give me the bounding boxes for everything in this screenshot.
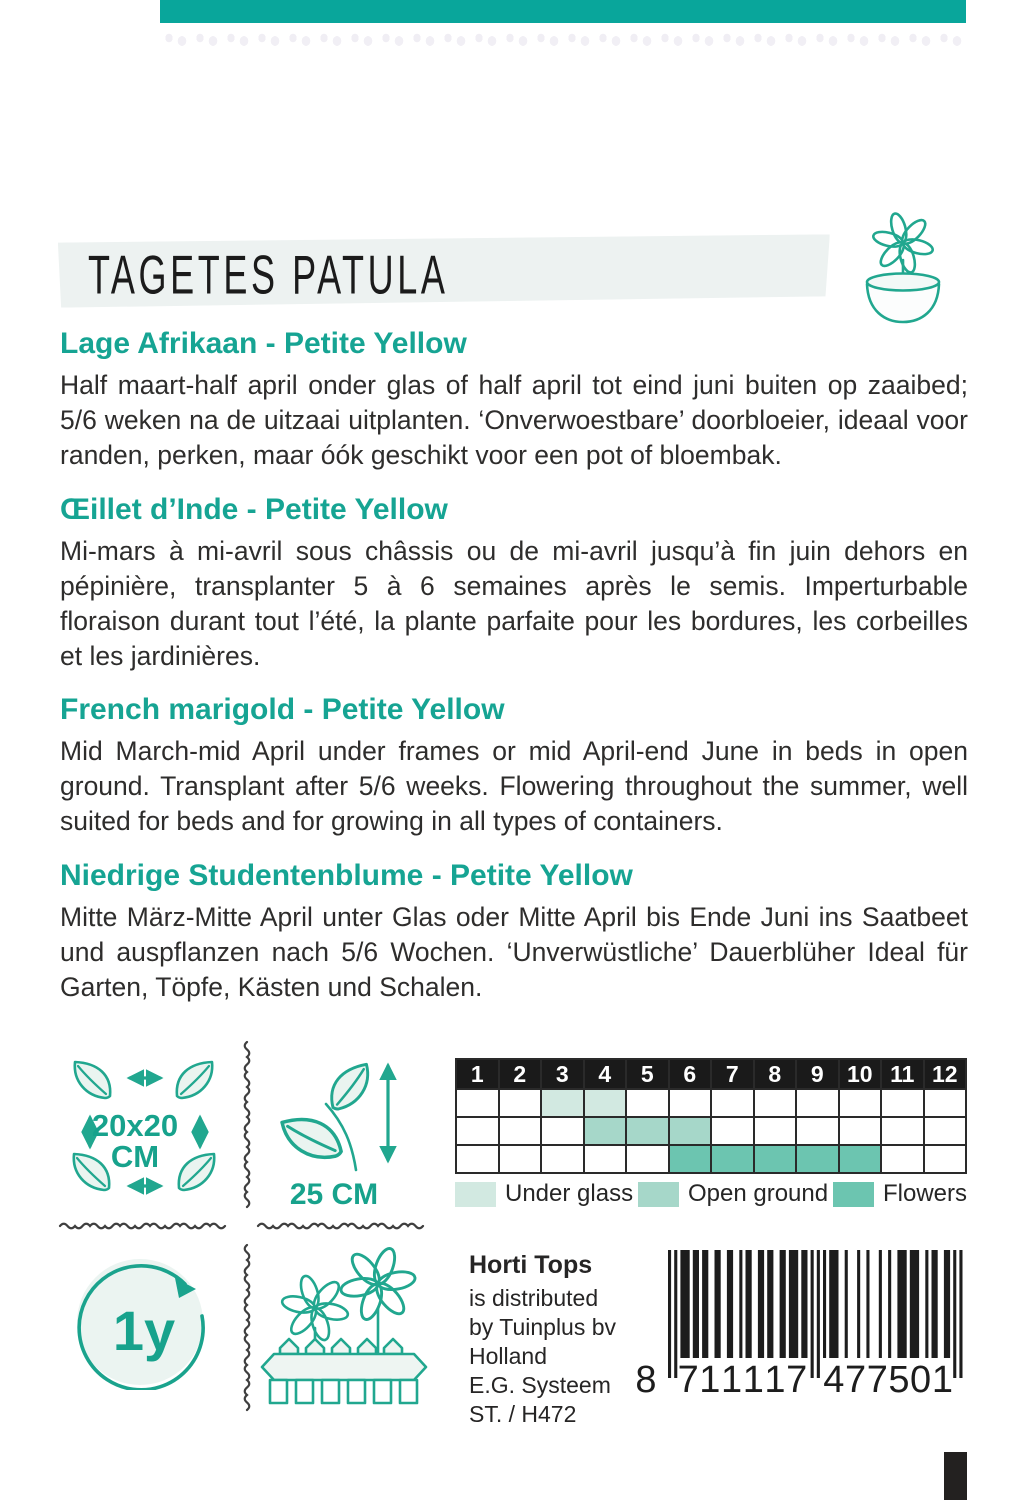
- plant-height-label: 25 CM: [289, 1178, 379, 1211]
- svg-text:0: 0: [910, 1359, 932, 1398]
- svg-text:4: 4: [823, 1359, 845, 1398]
- calendar-cell: [626, 1089, 669, 1117]
- calendar-cell: [796, 1089, 839, 1117]
- legend-swatch: [638, 1182, 679, 1207]
- svg-text:1: 1: [742, 1359, 764, 1398]
- calendar-cell: [754, 1145, 797, 1173]
- calendar-cell: [499, 1145, 542, 1173]
- legend-label: Flowers: [882, 1180, 967, 1207]
- legend-label: Under glass: [505, 1180, 634, 1207]
- decorative-pattern-strip: [160, 26, 966, 52]
- section-heading-english: French marigold - Petite Yellow: [60, 693, 505, 726]
- month-header: 11: [881, 1059, 924, 1089]
- month-header: 8: [754, 1059, 797, 1089]
- svg-text:7: 7: [845, 1359, 867, 1398]
- svg-text:7: 7: [786, 1359, 808, 1398]
- calendar-cell: [754, 1117, 797, 1145]
- calendar-cell: [584, 1117, 627, 1145]
- calendar-cell: [541, 1145, 584, 1173]
- svg-text:1: 1: [699, 1359, 721, 1398]
- section-body-dutch: Half maart-half april onder glas of half april tot eind juni buiten op zaaibed; 5/6 weken na de uitzaai uitplanten. ‘Onverwoestbare’ doorbloeier, ideaal voor randen, perken, maar óók geschikt voor een pot of bloembak.: [60, 370, 968, 470]
- distribution-line: E.G. Systeem: [469, 1372, 611, 1398]
- month-header: 2: [499, 1059, 542, 1089]
- month-header: 3: [541, 1059, 584, 1089]
- calendar-cell: [711, 1117, 754, 1145]
- calendar-cell: [626, 1145, 669, 1173]
- section-heading-french: Œillet d’Inde - Petite Yellow: [60, 493, 448, 526]
- print-registration-mark: [944, 1452, 967, 1500]
- distribution-line: Holland: [469, 1343, 547, 1369]
- calendar-cell: [924, 1089, 967, 1117]
- flowers-tray-icon: [260, 1242, 428, 1414]
- calendar-cell: [754, 1089, 797, 1117]
- svg-text:7: 7: [677, 1359, 699, 1398]
- calendar-cell: [669, 1145, 712, 1173]
- calendar-cell: [499, 1117, 542, 1145]
- svg-text:7: 7: [866, 1359, 888, 1398]
- month-header: 10: [839, 1059, 882, 1089]
- spacing-label: [80, 1110, 190, 1172]
- section-german: [60, 859, 968, 1005]
- legend-label: Open ground: [687, 1180, 829, 1207]
- section-body-french: Mi-mars à mi-avril sous châssis ou de mi-avril jusqu’à fin juin dehors en pépinière, transplanter 5 à 6 semaines après le semis. Imperturbable floraison durant tout l’été, la plante parfaite pour les bordures, les corbeilles et les jardinières.: [60, 536, 968, 671]
- legend-swatch: [833, 1182, 874, 1207]
- calendar-cell: [924, 1117, 967, 1145]
- svg-text:1: 1: [764, 1359, 786, 1398]
- calendar-legend: [455, 1180, 967, 1208]
- calendar-cell: [711, 1145, 754, 1173]
- calendar-cell: [456, 1089, 499, 1117]
- calendar-cell: [541, 1117, 584, 1145]
- legend-swatch: [455, 1182, 496, 1207]
- calendar-cell: [541, 1089, 584, 1117]
- section-body-english: Mid March-mid April under frames or mid April-end June in beds in open ground. Transplant after 5/6 weeks. Flowering throughout the summer, well suited for beds and for growing in all types of containers.: [60, 736, 968, 836]
- month-header: 1: [456, 1059, 499, 1089]
- calendar-cell: [499, 1089, 542, 1117]
- section-dutch: [60, 327, 968, 473]
- spacing-unit: CM: [110, 1139, 160, 1174]
- calendar-cell: [669, 1117, 712, 1145]
- month-header: 9: [796, 1059, 839, 1089]
- annual-cycle-label: 1y: [112, 1299, 176, 1362]
- sowing-calendar: [455, 1058, 967, 1174]
- top-accent-bar: [160, 0, 966, 23]
- calendar-cell: [584, 1089, 627, 1117]
- page-title: TAGETES PATULA: [88, 244, 449, 306]
- calendar-cell: [711, 1089, 754, 1117]
- svg-text:8: 8: [635, 1359, 657, 1398]
- month-header: 5: [626, 1059, 669, 1089]
- distribution-line: by Tuinplus bv: [469, 1314, 617, 1340]
- section-heading-dutch: Lage Afrikaan - Petite Yellow: [60, 327, 467, 360]
- distribution-line: is distributed: [469, 1285, 599, 1311]
- legend-item: [455, 1180, 633, 1208]
- month-header: 4: [584, 1059, 627, 1089]
- month-header: 6: [669, 1059, 712, 1089]
- calendar-cell: [881, 1089, 924, 1117]
- legend-item: [638, 1180, 828, 1208]
- calendar-cell: [881, 1117, 924, 1145]
- plant-height-icon: [268, 1052, 402, 1176]
- calendar-cell: [456, 1145, 499, 1173]
- calendar-cell: [924, 1145, 967, 1173]
- svg-text:1: 1: [931, 1359, 953, 1398]
- legend-item: [833, 1180, 967, 1208]
- svg-text:5: 5: [888, 1359, 910, 1398]
- spacing-value: 20x20: [91, 1108, 179, 1143]
- ean-barcode: [628, 1246, 974, 1398]
- calendar-cell: [456, 1117, 499, 1145]
- section-french: [60, 493, 968, 674]
- month-header: 7: [711, 1059, 754, 1089]
- section-english: [60, 693, 968, 839]
- brand-name: Horti Tops: [469, 1251, 593, 1279]
- section-body-german: Mitte März-Mitte April unter Glas oder Mitte April bis Ende Juni ins Saatbeet und auspflanzen nach 5/6 Wochen. ‘Unverwüstliche’ Dauerblüher Ideal für Garten, Töpfe, Kästen und Schalen.: [60, 902, 968, 1002]
- section-heading-german: Niedrige Studentenblume - Petite Yellow: [60, 859, 633, 892]
- calendar-cell: [626, 1117, 669, 1145]
- distribution-line: ST. / H472: [469, 1401, 577, 1427]
- calendar-cell: [839, 1117, 882, 1145]
- calendar-cell: [584, 1145, 627, 1173]
- month-header: 12: [924, 1059, 967, 1089]
- calendar-cell: [669, 1089, 712, 1117]
- calendar-cell: [839, 1145, 882, 1173]
- svg-text:1: 1: [721, 1359, 743, 1398]
- calendar-cell: [881, 1145, 924, 1173]
- flower-pot-icon: [858, 212, 958, 324]
- calendar-cell: [796, 1117, 839, 1145]
- calendar-cell: [796, 1145, 839, 1173]
- calendar-cell: [839, 1089, 882, 1117]
